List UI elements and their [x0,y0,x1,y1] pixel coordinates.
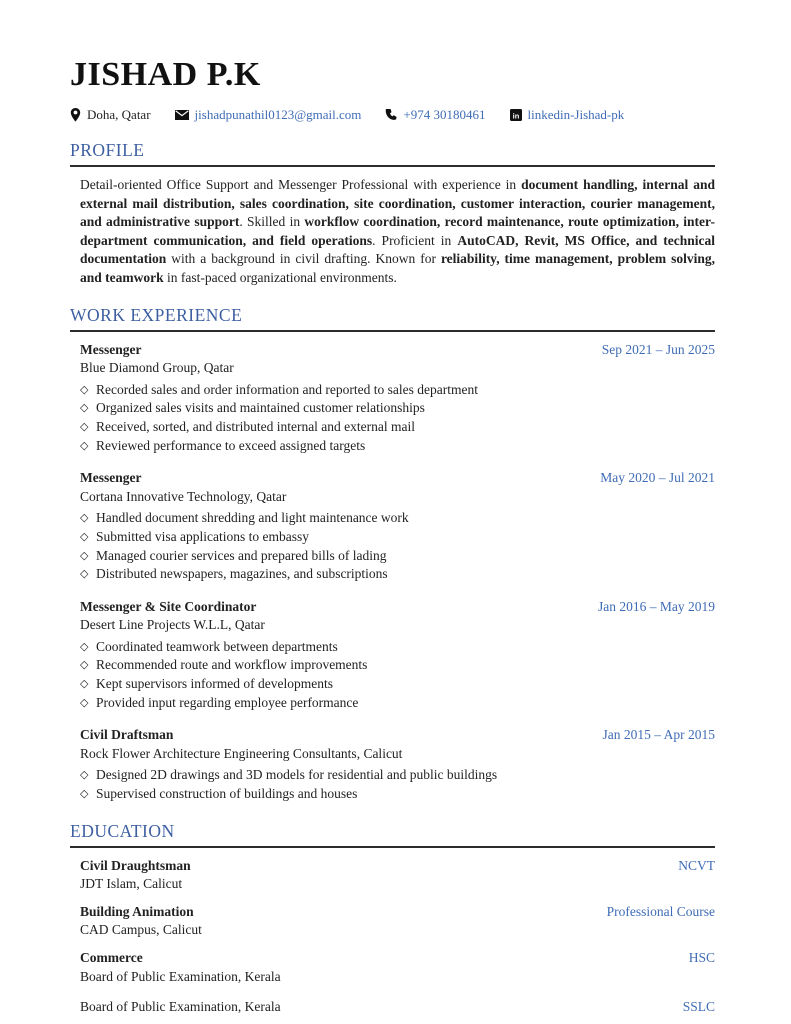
job-dates: Jan 2016 – May 2019 [598,598,715,614]
job-dates: May 2020 – Jul 2021 [600,470,715,486]
job-title: Messenger & Site Coordinator [80,598,257,614]
education-entry [80,998,715,1017]
education-label: Professional Course [606,903,715,919]
profile-paragraph: Detail-oriented Office Support and Messenger Professional with experience in document handling, internal and external mail distribution, sales coordination, site coordination, customer interaction, courier management, and administrative support. Skilled in workflow coordination, record maintenance, route optimization, inter-department communication, and field operations. Proficient in AutoCAD, Revit, MS Office, and technical documentation with a background in civil drafting. Known for reliability, time management, problem solving, and teamwork in fast-paced organizational environments. [80,177,716,285]
job-company: Cortana Innovative Technology, Qatar [80,488,287,504]
job-bullet: ◇ Kept supervisors informed of developments [80,675,715,694]
education-label: SSLC [682,999,715,1015]
contact-phone-link[interactable]: +974 30180461 [403,107,486,122]
job-bullet: ◇ Provided input regarding employee performance [80,694,715,713]
envelope-icon [175,110,189,120]
job-bullet: ◇ Handled document shredding and light maintenance work [80,509,715,528]
job-entry [80,469,715,584]
education-entry [80,903,715,940]
education-title: Building Animation [80,903,194,919]
job-bullet: ◇ Coordinated teamwork between departments [80,638,715,657]
svg-text:in: in [512,111,519,121]
contact-location-text: Doha, Qatar [87,107,151,122]
education-entry [80,857,715,894]
linkedin-icon [510,109,522,121]
education-title: Civil Draughtsman [80,857,191,873]
job-entry [80,341,715,456]
contact-phone[interactable] [385,107,485,123]
job-bullets [80,638,715,712]
profile-section-title: PROFILE [70,140,715,167]
section-work-experience [70,305,715,804]
job-dates: Sep 2021 – Jun 2025 [601,341,715,357]
education-section-title: EDUCATION [70,821,715,848]
contact-linkedin[interactable] [510,107,625,123]
education-institution: CAD Campus, Calicut [80,922,202,938]
map-pin-icon [70,108,81,122]
job-entry [80,598,715,713]
job-title: Messenger [80,470,142,486]
job-entry [80,726,715,803]
job-bullet: ◇ Organized sales visits and maintained customer relationships [80,399,715,418]
education-entry [80,949,715,986]
job-bullets [80,766,715,803]
contact-linkedin-link[interactable]: linkedin-Jishad-pk [527,107,625,122]
job-bullet: ◇ Distributed newspapers, magazines, and subscriptions [80,565,715,584]
job-dates: Jan 2015 – Apr 2015 [602,727,715,743]
job-company: Blue Diamond Group, Qatar [80,360,234,376]
section-profile [70,140,715,288]
job-bullets [80,509,715,583]
job-bullet: ◇ Reviewed performance to exceed assigned targets [80,437,715,456]
job-title: Civil Draftsman [80,727,174,743]
person-name: JISHAD P.K [70,56,261,93]
contact-email-link[interactable]: jishadpunathil0123@gmail.com [194,107,362,122]
education-label: HSC [688,950,715,965]
education-title: Commerce [80,950,143,965]
education-institution: Board of Public Examination, Kerala [80,999,281,1015]
job-company: Desert Line Projects W.L.L, Qatar [80,617,265,633]
job-bullet: ◇ Submitted visa applications to embassy [80,528,715,547]
job-bullet: ◇ Designed 2D drawings and 3D models for residential and public buildings [80,766,715,785]
job-bullet: ◇ Managed courier services and prepared bills of lading [80,547,715,566]
contact-email[interactable] [175,107,362,123]
job-bullets [80,381,715,455]
job-bullet: ◇ Supervised construction of buildings and houses [80,785,715,804]
education-institution: Board of Public Examination, Kerala [80,968,281,984]
job-title: Messenger [80,341,142,357]
section-education [70,821,715,1017]
phone-icon [385,109,397,121]
job-company: Rock Flower Architecture Engineering Consultants, Calicut [80,745,403,761]
work-section-title: WORK EXPERIENCE [70,305,715,332]
contact-location [70,107,151,123]
job-bullet: ◇ Recorded sales and order information and reported to sales department [80,381,715,400]
header [70,56,715,123]
education-institution: JDT Islam, Calicut [80,876,183,892]
job-bullet: ◇ Received, sorted, and distributed internal and external mail [80,418,715,437]
contact-row [70,107,715,123]
education-label: NCVT [678,857,715,873]
job-bullet: ◇ Recommended route and workflow improvements [80,656,715,675]
